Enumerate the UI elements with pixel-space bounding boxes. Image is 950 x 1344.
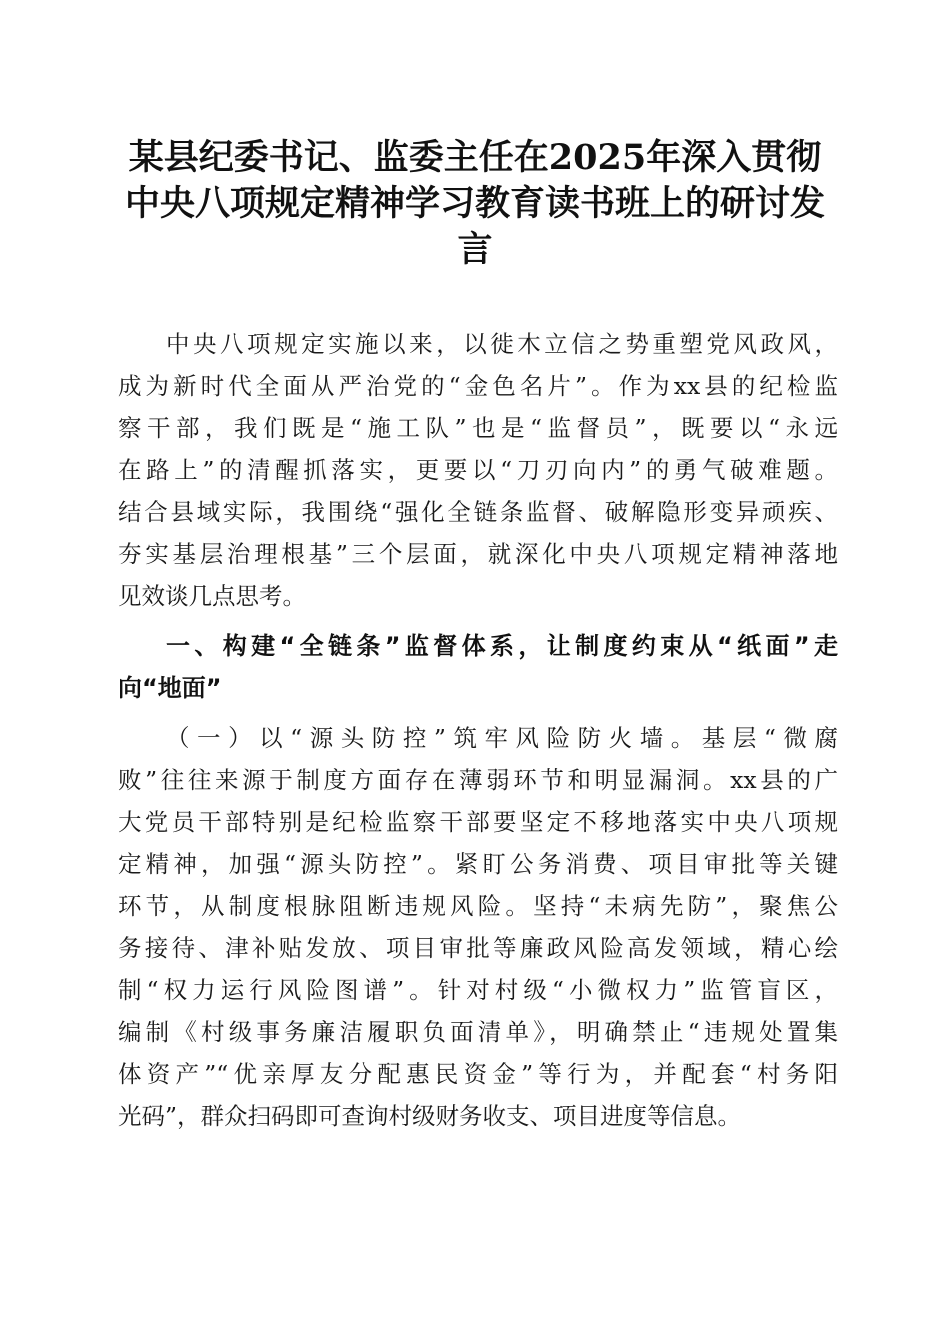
document-title [100,135,850,273]
heading-line: 一、构建“全链条”监督体系，让制度约束从“纸面”走 [166,632,838,660]
title-line: 某县纪委书记、监委主任在2025年深入贯彻 [128,137,822,178]
paragraph-line: 中央八项规定实施以来，以徙木立信之势重塑党风政风， [166,330,838,358]
paragraph-line: 定精神，加强“源头防控”。紧盯公务消费、项目审批等关键 [118,850,838,878]
paragraph-line: 环节，从制度根脉阻断违规风险。坚持“未病先防”，聚焦公 [118,892,838,920]
paragraph-line: 成为新时代全面从严治党的“金色名片”。作为xx县的纪检监 [118,372,838,400]
paragraph-line: 败”往往来源于制度方面存在薄弱环节和明显漏洞。xx县的广 [118,766,838,794]
paragraph-line: 在路上”的清醒抓落实，更要以“刀刃向内”的勇气破难题。 [118,456,838,484]
heading-line: 向“地面” [118,674,222,702]
paragraph-line: 体资产”“优亲厚友分配惠民资金”等行为，并配套“村务阳 [118,1060,838,1088]
paragraph-line: 编制《村级事务廉洁履职负面清单》，明确禁止“违规处置集 [118,1018,838,1046]
paragraph-line: 光码”，群众扫码即可查询村级财务收支、项目进度等信息。 [118,1102,742,1130]
paragraph-line: 制“权力运行风险图谱”。针对村级“小微权力”监管盲区， [118,976,838,1004]
subsection-paragraph [118,717,838,1137]
title-line: 中央八项规定精神学习教育读书班上的研讨发 [124,183,825,224]
intro-paragraph [118,323,838,617]
paragraph-line: 大党员干部特别是纪检监察干部要坚定不移地落实中央八项规 [118,808,838,836]
paragraph-line: （一）以“源头防控”筑牢风险防火墙。基层“微腐 [166,724,838,752]
paragraph-line: 务接待、津补贴发放、项目审批等廉政风险高发领域，精心绘 [118,934,838,962]
paragraph-line: 夯实基层治理根基”三个层面，就深化中央八项规定精神落地 [118,540,838,568]
document-body [118,323,838,1145]
paragraph-line: 察干部，我们既是“施工队”也是“监督员”，既要以“永远 [118,414,838,442]
title-line: 言 [457,229,493,270]
paragraph-line: 结合县域实际，我围绕“强化全链条监督、破解隐形变异顽疾、 [118,498,838,526]
section-heading [118,625,838,709]
paragraph-line: 见效谈几点思考。 [118,582,306,610]
